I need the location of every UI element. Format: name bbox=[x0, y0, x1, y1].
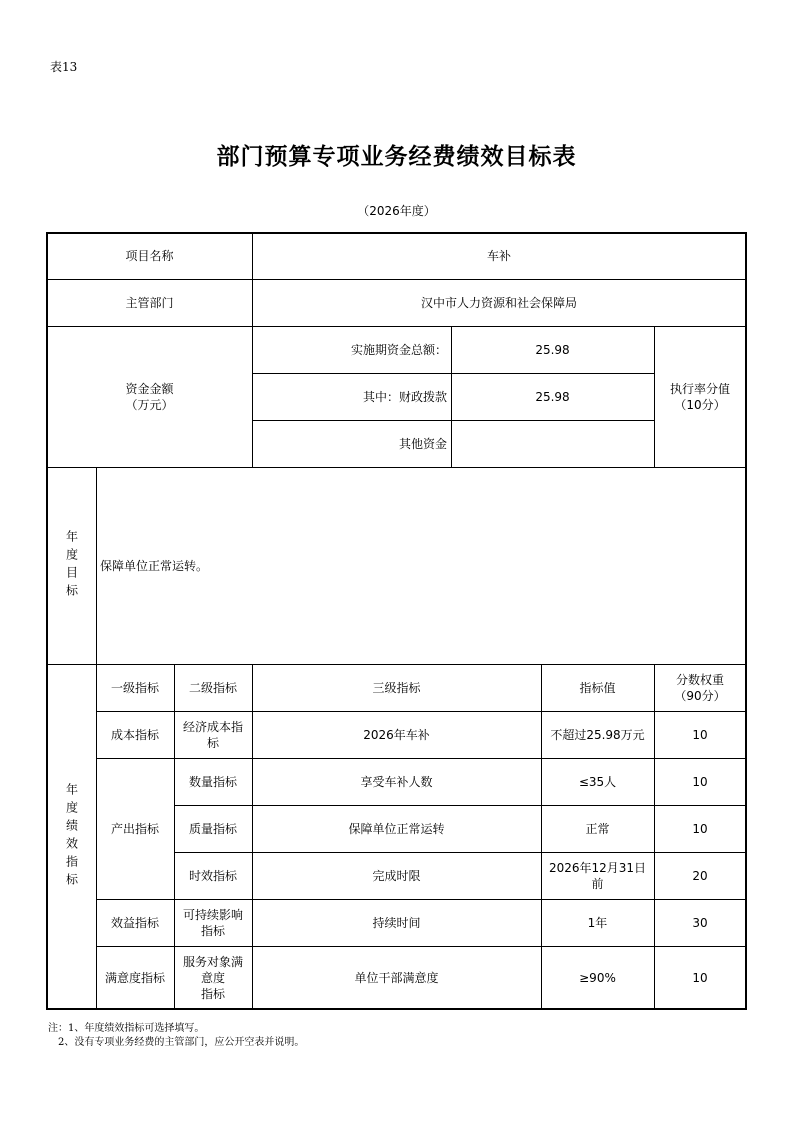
header-value: 指标值 bbox=[579, 680, 616, 695]
indicator-level1: 满意度指标 bbox=[104, 970, 165, 985]
header-level2: 二级指标 bbox=[188, 680, 237, 695]
funds-other-label: 其他资金 bbox=[398, 436, 447, 451]
grid-line bbox=[96, 946, 746, 947]
project-name-label: 项目名称 bbox=[125, 249, 174, 263]
funds-label: 资金金额 （万元） bbox=[125, 381, 174, 412]
indicator-level1: 成本指标 bbox=[110, 727, 159, 742]
execution-rate-label: 执行率分值 （10分） bbox=[669, 381, 730, 412]
department-value: 汉中市人力资源和社会保障局 bbox=[420, 295, 577, 310]
indicator-weight: 10 bbox=[692, 774, 708, 789]
grid-line bbox=[541, 664, 542, 1009]
project-name-value: 车补 bbox=[486, 249, 511, 263]
indicator-value: 1年 bbox=[587, 915, 608, 930]
grid-line bbox=[47, 326, 746, 327]
indicator-weight: 10 bbox=[692, 727, 708, 742]
indicator-weight: 10 bbox=[692, 970, 708, 985]
grid-line bbox=[252, 233, 253, 467]
table-number: 表13 bbox=[50, 60, 78, 74]
grid-line bbox=[451, 326, 452, 467]
grid-line bbox=[252, 373, 654, 374]
table-border bbox=[46, 232, 747, 234]
header-level1: 一级指标 bbox=[110, 680, 159, 695]
indicator-value: ≤35人 bbox=[578, 774, 617, 789]
indicator-weight: 10 bbox=[692, 821, 708, 836]
indicator-level3: 单位干部满意度 bbox=[354, 970, 439, 985]
indicator-level1-output: 产出指标 bbox=[110, 821, 159, 836]
indicator-value: 正常 bbox=[585, 821, 610, 836]
table-border bbox=[46, 232, 48, 1010]
indicator-level2: 时效指标 bbox=[188, 868, 237, 883]
grid-line bbox=[654, 664, 655, 1009]
indicators-side-label: 年度绩效指标 bbox=[64, 782, 79, 891]
funds-fiscal-label: 其中：财政拨款 bbox=[362, 389, 447, 404]
indicator-level3: 持续时间 bbox=[372, 915, 421, 930]
funds-total-value: 25.98 bbox=[535, 342, 570, 357]
indicator-level2: 服务对象满 意度 指标 bbox=[182, 954, 243, 1001]
grid-line bbox=[174, 852, 746, 853]
grid-line bbox=[252, 420, 654, 421]
indicator-level2: 可持续影响 指标 bbox=[182, 907, 243, 938]
footnote-2: 2、没有专项业务经费的主管部门，应公开空表并说明。 bbox=[58, 1037, 305, 1048]
grid-line bbox=[174, 664, 175, 1009]
header-level3: 三级指标 bbox=[372, 680, 421, 695]
grid-line bbox=[96, 711, 746, 712]
indicator-level1: 效益指标 bbox=[110, 915, 159, 930]
indicator-level2: 经济成本指 标 bbox=[182, 719, 243, 750]
indicator-value: ≥90% bbox=[579, 970, 616, 985]
grid-line bbox=[252, 664, 253, 1009]
funds-total-label: 实施期资金总额： bbox=[350, 342, 447, 357]
grid-line bbox=[96, 467, 97, 1009]
table-border bbox=[745, 232, 747, 1010]
annual-goal-text: 保障单位正常运转。 bbox=[100, 558, 209, 573]
funds-fiscal-value: 25.98 bbox=[535, 389, 570, 404]
grid-line bbox=[96, 899, 746, 900]
indicator-level3: 完成时限 bbox=[372, 868, 421, 883]
page-title: 部门预算专项业务经费绩效目标表 bbox=[216, 143, 577, 170]
department-label: 主管部门 bbox=[125, 295, 174, 310]
grid-line bbox=[47, 664, 746, 665]
indicator-weight: 30 bbox=[692, 915, 708, 930]
fiscal-year: （2026年度） bbox=[357, 204, 436, 218]
header-weight: 分数权重 （90分） bbox=[674, 672, 726, 703]
indicator-weight: 20 bbox=[692, 868, 708, 883]
footnote-1: 注：1、年度绩效指标可选择填写。 bbox=[48, 1023, 205, 1034]
indicator-level2: 数量指标 bbox=[188, 774, 237, 789]
grid-line bbox=[96, 758, 746, 759]
grid-line bbox=[654, 326, 655, 467]
indicator-level3: 2026年车补 bbox=[363, 727, 430, 742]
indicator-level2: 质量指标 bbox=[188, 821, 237, 836]
table-border bbox=[46, 1008, 747, 1010]
indicator-level3: 享受车补人数 bbox=[360, 774, 433, 789]
annual-goal-label: 年度目标 bbox=[64, 529, 79, 602]
funds-other-value bbox=[451, 420, 654, 467]
grid-line bbox=[47, 467, 746, 468]
indicator-level3: 保障单位正常运转 bbox=[348, 821, 445, 836]
grid-line bbox=[174, 805, 746, 806]
indicator-value: 不超过25.98万元 bbox=[550, 727, 645, 742]
indicator-value: 2026年12月31日 前 bbox=[548, 860, 647, 891]
grid-line bbox=[47, 279, 746, 280]
